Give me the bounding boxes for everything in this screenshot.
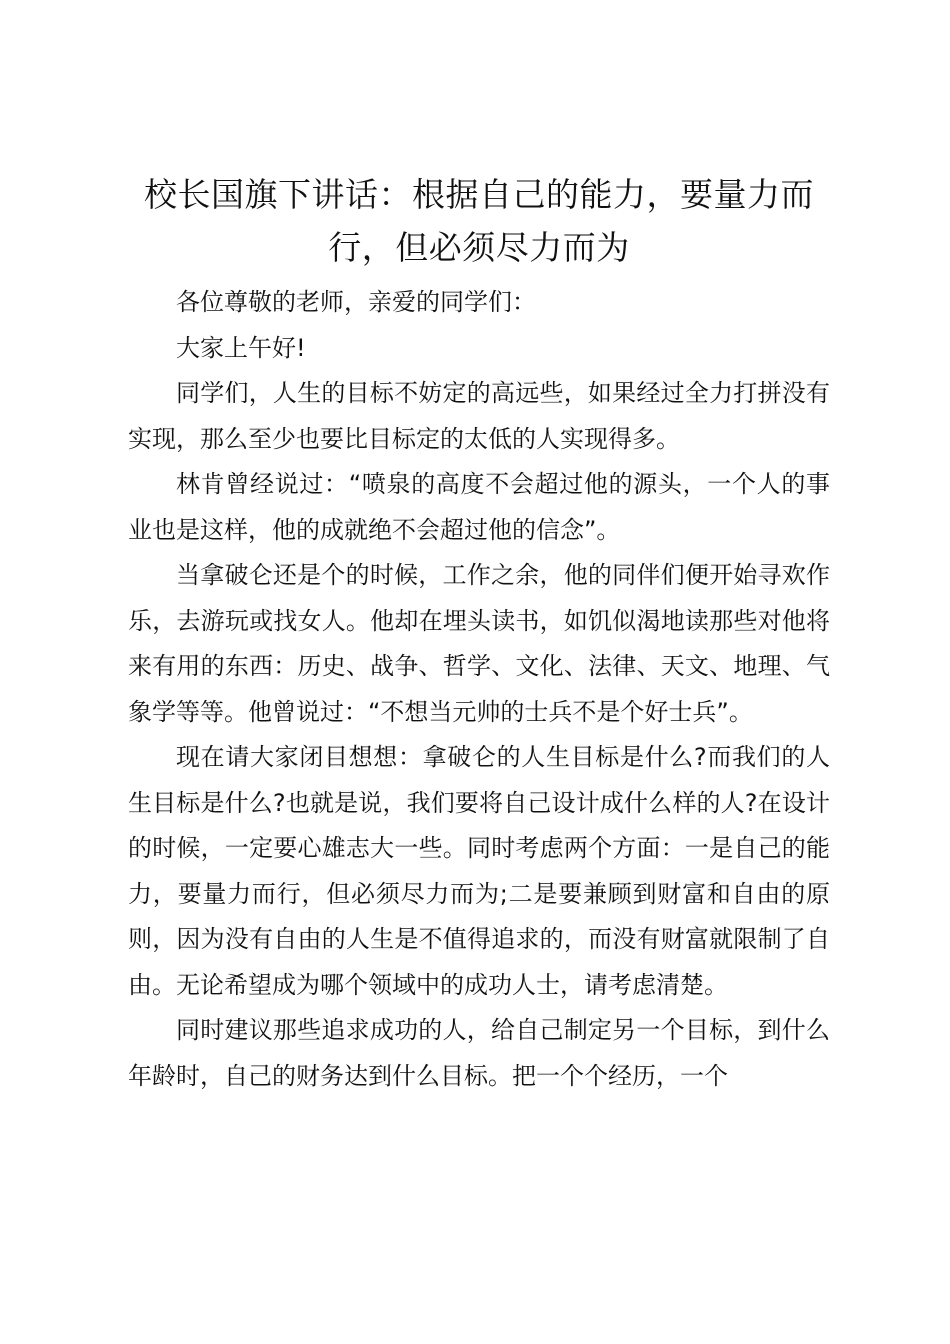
paragraph-goals: 同学们，人生的目标不妨定的高远些，如果经过全力打拼没有实现，那么至少也要比目标定的太低的人实现得多。	[128, 379, 830, 453]
paragraph-salutation: 大家上午好!	[176, 333, 306, 362]
paragraph-advice: 同时建议那些追求成功的人，给自己制定另一个目标，到什么年龄时，自己的财务达到什么目标。把一个个经历，一个	[128, 1016, 830, 1090]
paragraph-greeting: 各位尊敬的老师，亲爱的同学们：	[176, 288, 536, 316]
paragraph-napoleon: 当拿破仑还是个的时候，工作之余，他的同伴们便开始寻欢作乐，去游玩或找女人。他却在埋头读书，如饥似渴地读那些对他将来有用的东西：历史、战争、哲学、文化、法律、天文、地理、气象学等等。他曾说过：“不想当元帅的士兵不是个好士兵”。	[128, 561, 830, 726]
paragraph-lincoln-quote: 林肯曾经说过：“喷泉的高度不会超过他的源头，一个人的事业也是这样，他的成就绝不会超过他的信念”。	[128, 470, 830, 544]
document-title: 校长国旗下讲话：根据自己的能力，要量力而行，但必须尽力而为	[144, 175, 814, 267]
document-page	[128, 168, 830, 1099]
paragraph-reflection: 现在请大家闭目想想：拿破仑的人生目标是什么?而我们的人生目标是什么?也就是说，我们要将自己设计成什么样的人?在设计的时候，一定要心雄志大一些。同时考虑两个方面：一是自己的能力，要量力而行，但必须尽力而为;二是要兼顾到财富和自由的原则，因为没有自由的人生是不值得追求的，而没有财富就限制了自由。无论希望成为哪个领域中的成功人士，请考虑清楚。	[128, 743, 830, 999]
